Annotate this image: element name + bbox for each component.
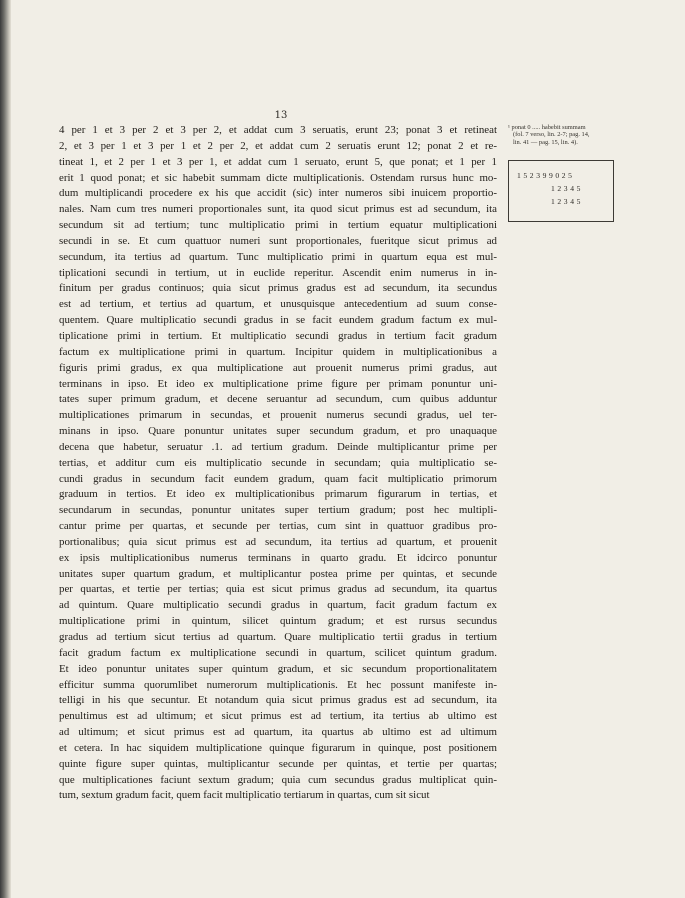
text-line: 2, et 3 per 1 et 3 per 1 et 2 per 2, et addat cum 2 seruatis erunt 12; ponat 2 et re- <box>59 139 497 152</box>
text-line: per quartas, et tertie per tertias; quia est sicut primus gradus ad secundum, ita quartus <box>59 583 497 596</box>
text-line: tates super primum gradum, et decene seruantur ad secundum, cum quibus adduntur <box>59 393 497 406</box>
text-line: dum multiplicandi procedere ex his que accidit (sic) inter numeros sibi inuicem proportio- <box>59 187 497 200</box>
text-line: nales. Nam cum tres numeri proportionales sunt, ita quod sicut primus est ad secundum, ita <box>59 203 497 216</box>
text-line: secundum, ita tertius ad quartum. Tunc multiplicatio primi in quartum equa est mul- <box>59 250 497 263</box>
text-line: tum, sextum gradum facit, quem facit multiplicatio tertiarum in quartas, cum sit sicut <box>59 789 430 802</box>
margin-note-line-3: lin. 41 — pag. 15, lin. 4). <box>513 138 578 146</box>
margin-note-line-1: ponat 0 ..... habebit summam <box>511 124 586 131</box>
text-line: factum ex multiplicatione primi in quartum. Incipitur quidem in multiplicationibus a <box>59 345 497 358</box>
text-line: et cetera. In hac siquidem multiplicatione quinque figurarum in quinque, post positionem <box>59 741 497 754</box>
product-row: 152399025 <box>517 171 575 180</box>
text-line: finitum per gradus continuos; quia sicut primus gradus est ad secundum, ita secundus <box>59 282 497 295</box>
text-line: telligi in his que secuntur. Et notandum quia sicut primus gradus est ad secundum, ita <box>59 694 497 707</box>
text-line: secundarum in secundas, ponuntur unitates super tertium gradum; post hec multipli- <box>59 504 497 517</box>
text-line: cundi gradus in secundum facit eundem gradum, quam facit multiplicatio primorum <box>59 472 497 485</box>
book-spine-shadow <box>0 0 11 898</box>
footnote-marker: ¹ <box>508 124 510 131</box>
text-line: cantur prime per quartas, et secunde per tertias, cum sint in quattuor gradibus pro- <box>59 520 497 533</box>
text-line: Et ideo ponuntur unitates super quintum gradum, et sic secundum proportionalitatem <box>59 662 497 675</box>
text-line: gradus ad tertium sicut tertius ad quartum. Quare multiplicatio tertii gradus in tertium <box>59 631 497 643</box>
text-line: penultimus est ad ultimum; et sicut primus est ad tertium, ita tertius ab ultimo est <box>59 710 497 723</box>
text-line: unitates super quartum gradum, et multiplicantur postea prime per quintas, et secunde <box>59 567 497 580</box>
multiplicand-row: 12345 <box>551 184 583 193</box>
text-line: est ad tertium, et tertius ad quartum, et unusquisque antecedentium ad suum conse- <box>59 298 497 311</box>
text-line: ad ultimum; et sicut primus est ad quartum, ita quartus ab ultimo est ad ultimum <box>59 726 497 739</box>
text-line: 4 per 1 et 3 per 2 et 3 per 2, et addat cum 3 seruatis, erunt 23; ponat 3 et retineat <box>59 124 497 136</box>
page-number: 13 <box>274 110 288 121</box>
book-page <box>11 0 685 898</box>
text-line: tiplicatione primi in tertium. Et multiplicatio secundi gradus in tertium facit gradum <box>59 329 497 342</box>
text-line: terminans in ipso. Et ideo ex multiplicatione prime figure per primam ponuntur uni- <box>59 377 497 390</box>
text-line: secundum sit ad tertium; tunc multiplicatio primi in tertium equatur multiplicationi <box>59 219 497 232</box>
text-line: decena que habetur, seruatur .1. ad tertium gradum. Deinde multiplicantur prime per <box>59 440 497 453</box>
margin-note <box>508 124 614 146</box>
text-line: ad quintum. Quare multiplicatio secundi gradus in quartum, facit gradum factum ex <box>59 599 497 612</box>
text-line: que multiplicationes faciunt sextum gradum; quia cum secundus gradus multiplicat quin- <box>59 773 497 786</box>
text-line: multiplicationes primarum in secundas, et prouenit numerus secundi gradus, uel ter- <box>59 409 497 422</box>
text-line: figuris primi gradus, ex qua multiplicatione aut prouenit numerus primi gradus, aut <box>59 361 497 374</box>
text-line: tiplicationi secundi in tertium, ut in euclide reperitur. Ascendit enim numerus in in- <box>59 266 497 279</box>
text-line: efficitur summa quorumlibet numerorum multiplicationis. Et hec possunt manifeste in- <box>59 678 497 691</box>
text-line: ex ipsis multiplicationibus numerus terminans in quarto gradu. Et idcirco ponuntur <box>59 551 497 564</box>
text-line: multiplicatione primi in quintum, silicet quintum gradum; et est rursus secundus <box>59 615 497 628</box>
text-line: portionalibus; quia sicut primus est ad secundum, ita tertius ad quartum, et prouenit <box>59 535 497 548</box>
text-line: facit gradum factum ex multiplicatione secundi in quartum, scilicet quintum gradum. <box>59 646 497 659</box>
text-line: graduum in tertios. Et ideo ex multiplicationibus primarum figurarum in tertias, et <box>59 488 497 501</box>
text-line: minans in ipso. Quare ponuntur unitates super secundum gradum, et pro unaquaque <box>59 425 497 438</box>
margin-note-line-2: (fol. 7 verso, lin. 2-7; pag. 14, <box>513 131 590 139</box>
margin-note-line <box>508 124 614 131</box>
text-line: tineat 1, et 2 per 1 et 3 per 1, et addat cum 1 seruato, erunt 5, que ponat; et 1 per 1 <box>59 155 497 168</box>
text-line: quinte figure super quintas, multiplicantur secunde per quintas, et tertie per quartas; <box>59 757 497 770</box>
multiplication-box <box>508 160 614 222</box>
main-text-block <box>59 123 497 804</box>
text-line: erit 1 quod ponat; et sic habebit summam dicte multiplicationis. Ostendam rursus hunc mo- <box>59 171 497 184</box>
multiplier-row: 12345 <box>551 197 583 206</box>
text-line: quentem. Quare multiplicatio secundi gradus in se facit eundem gradum factum ex mul- <box>59 314 497 327</box>
text-line: secundi in se. Et cum quattuor numeri sunt proportionales, fueritque sicut primus ad <box>59 234 497 247</box>
text-line: tertias, et additur cum eis multiplicatio secunde in secundam; quia multiplicatio se- <box>59 456 497 469</box>
